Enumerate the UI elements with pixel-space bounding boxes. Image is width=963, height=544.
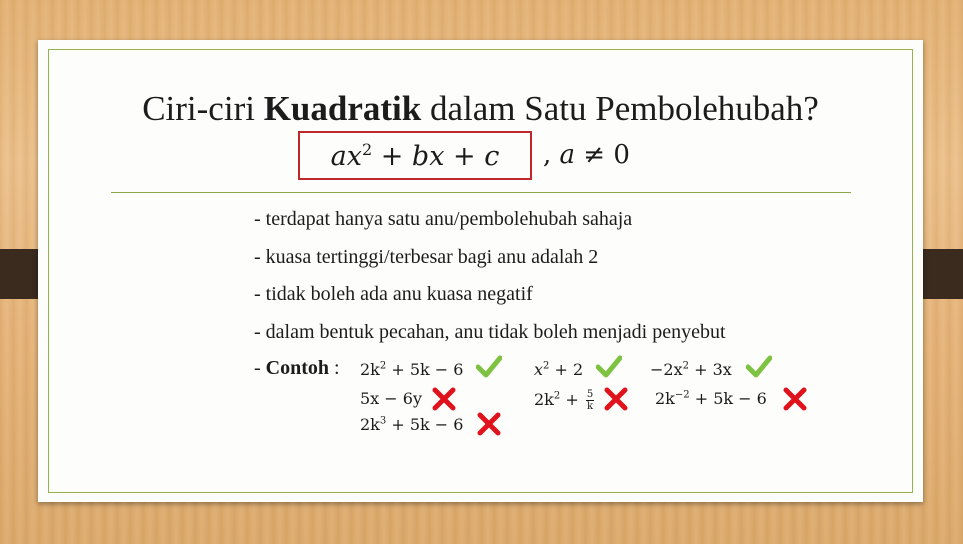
expr-exponent: −2 (674, 389, 690, 401)
title-divider (111, 192, 851, 193)
expr-part: −2x (650, 360, 683, 379)
expr-exponent: 3 (379, 415, 387, 427)
cross-icon (431, 386, 457, 412)
title-prefix: Ciri-ciri (142, 89, 264, 128)
list-item: - kuasa tertinggi/terbesar bagi anu adalah 2 (254, 245, 599, 268)
slide-title (38, 89, 923, 129)
expr-part: + 5k − 6 (689, 389, 767, 408)
example-expression-6 (655, 389, 767, 409)
example-expression-5 (534, 389, 594, 412)
fraction-denominator: k (586, 401, 594, 412)
title-bold-word: Kuadratik (263, 89, 422, 128)
cross-icon (476, 411, 502, 437)
check-icon (596, 354, 622, 380)
examples-dash: - (254, 357, 266, 379)
formula-term-a: ax (330, 141, 362, 172)
expr-part: x (534, 360, 544, 379)
list-item: - dalam bentuk pecahan, anu tidak boleh menjadi penyebut (254, 320, 726, 343)
example-expression-3 (650, 360, 732, 380)
condition-text: ≠ 0 (575, 140, 630, 170)
condition-variable: a (559, 140, 576, 170)
fraction-numerator: 5 (586, 389, 594, 400)
expr-exponent: 2 (379, 360, 387, 372)
example-expression-1 (360, 360, 463, 380)
cross-icon (782, 386, 808, 412)
expr-part: 2k (360, 360, 380, 379)
list-item: - tidak boleh ada anu kuasa negatif (254, 283, 533, 305)
expr-exponent: 2 (553, 390, 561, 402)
slide (38, 40, 923, 502)
expr-exponent: 2 (682, 360, 689, 372)
example-expression-7 (360, 415, 463, 435)
expr-part: + 3x (688, 360, 732, 379)
list-item: - terdapat hanya satu anu/pembolehubah sahaja (254, 208, 633, 230)
formula-rest: + bx + c (372, 141, 500, 172)
expr-part: 2k (655, 389, 675, 408)
characteristics-list (254, 206, 726, 356)
example-expression-2 (534, 360, 583, 380)
fraction (586, 389, 594, 412)
check-icon (476, 354, 502, 380)
examples-label (254, 357, 340, 380)
expr-part: + (560, 390, 584, 409)
condition-comma: , (543, 140, 560, 170)
expr-exponent: 2 (543, 360, 550, 372)
expr-part: 2k (534, 390, 554, 409)
title-suffix: dalam Satu Pembolehubah? (421, 89, 819, 128)
check-icon (746, 354, 772, 380)
expr-part: + 5k − 6 (386, 360, 464, 379)
expr-part: + 5k − 6 (386, 415, 464, 434)
formula-condition (543, 138, 630, 172)
formula-exponent: 2 (361, 140, 373, 159)
expr-part: 2k (360, 415, 380, 434)
examples-colon: : (329, 357, 340, 379)
cross-icon (603, 386, 629, 412)
examples-heading: Contoh (265, 357, 330, 379)
expr-part: + 2 (549, 360, 584, 379)
expr-part: 5x − 6y (360, 389, 422, 408)
general-formula-box (298, 131, 532, 180)
example-expression-4 (360, 389, 422, 409)
